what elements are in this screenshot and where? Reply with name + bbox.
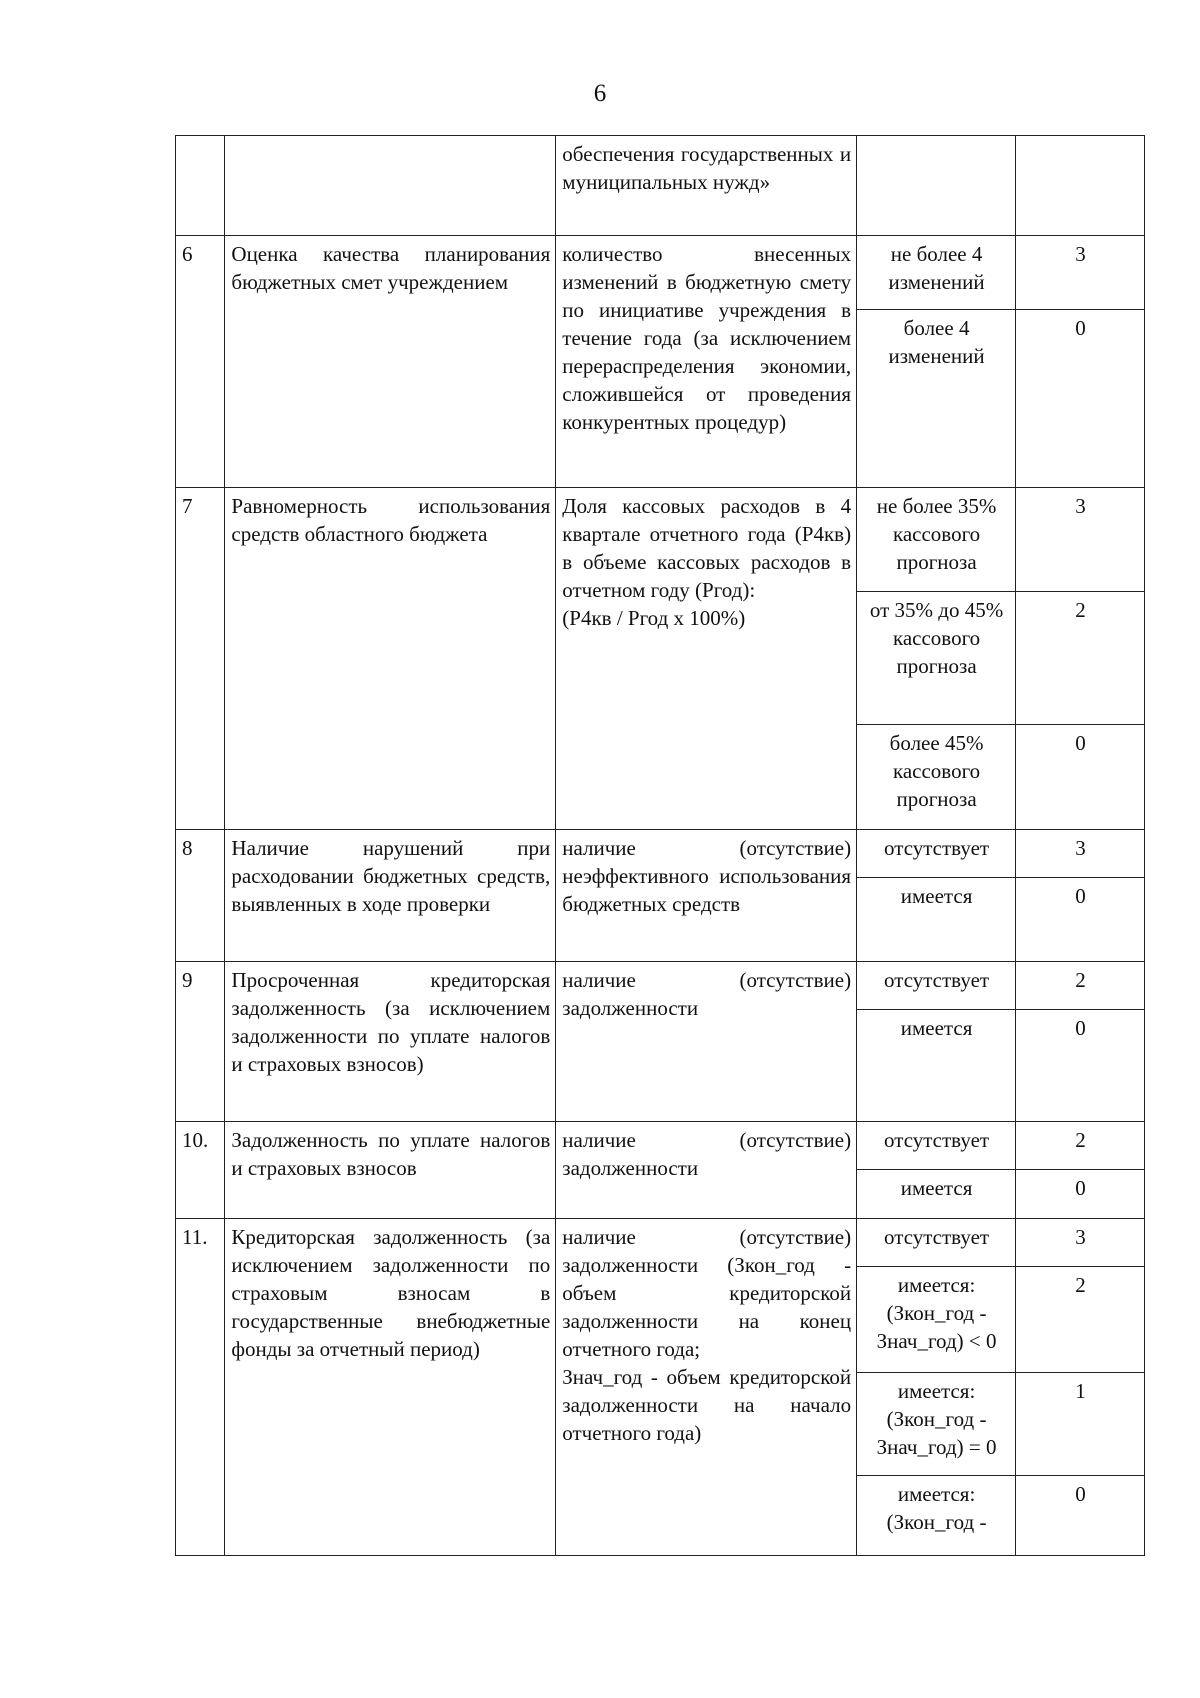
condition-cell: более 4 изменений [857,310,1016,488]
condition-cell [857,136,1016,236]
score-cell: 0 [1016,878,1145,962]
score-cell [1016,136,1145,236]
score-cell: 0 [1016,1010,1145,1122]
row-number: 7 [176,488,225,830]
row-number [176,136,225,236]
row-number: 10. [176,1122,225,1219]
indicator-cell: обеспечения государственных и муниципальных нужд» [556,136,857,236]
score-cell: 2 [1016,962,1145,1010]
indicator-line: Доля кассовых расходов в 4 квартале отчетного года (Р4кв) в объеме кассовых расходов в отчетном году (Ргод): [562,494,852,602]
table-row-7 [176,488,1145,592]
condition-cell: имеется: (Зкон_год - Знач_год) < 0 [857,1267,1016,1373]
score-cell: 0 [1016,1170,1145,1219]
criterion-cell: Задолженность по уплате налогов и страховых взносов [225,1122,556,1219]
criterion-cell: Наличие нарушений при расходовании бюджетных средств, выявленных в ходе проверки [225,830,556,962]
row-number: 8 [176,830,225,962]
condition-cell: имеется: (Зкон_год - Знач_год) = 0 [857,1373,1016,1476]
score-cell: 0 [1016,725,1145,830]
criterion-cell: Кредиторская задолженность (за исключением задолженности по страховым взносам в государственные внебюджетные фонды за отчетный период) [225,1219,556,1556]
score-cell: 0 [1016,1476,1145,1556]
table-row-9 [176,962,1145,1010]
score-cell: 2 [1016,1267,1145,1373]
score-cell: 2 [1016,592,1145,725]
condition-cell: более 45% кассового прогноза [857,725,1016,830]
criterion-cell [225,136,556,236]
condition-cell: имеется [857,1170,1016,1219]
indicator-line: Знач_год - объем кредиторской задолженности на начало отчетного года) [562,1365,852,1445]
condition-cell: от 35% до 45% кассового прогноза [857,592,1016,725]
condition-cell: имеется: (Зкон_год - [857,1476,1016,1556]
row-number: 11. [176,1219,225,1556]
condition-cell: отсутствует [857,1122,1016,1170]
score-cell: 2 [1016,1122,1145,1170]
score-cell: 3 [1016,1219,1145,1267]
row-number: 6 [176,236,225,488]
condition-cell: не более 4 изменений [857,236,1016,310]
condition-cell: имеется [857,878,1016,962]
table-row-6 [176,236,1145,310]
criteria-table [175,135,1145,1556]
condition-cell: отсутствует [857,1219,1016,1267]
table-row-continuation [176,136,1145,236]
criterion-cell: Оценка качества планирования бюджетных смет учреждением [225,236,556,488]
row-number: 9 [176,962,225,1122]
table-row-8 [176,830,1145,878]
indicator-cell: наличие (отсутствие) задолженности [556,1122,857,1219]
indicator-cell: количество внесенных изменений в бюджетную смету по инициативе учреждения в течение года (за исключением перераспределения экономии, сложившейся от проведения конкурентных процедур) [556,236,857,488]
indicator-cell [556,488,857,830]
score-cell: 3 [1016,488,1145,592]
table-row-10 [176,1122,1145,1170]
condition-cell: отсутствует [857,830,1016,878]
condition-cell: имеется [857,1010,1016,1122]
indicator-cell: наличие (отсутствие) неэффективного использования бюджетных средств [556,830,857,962]
indicator-line: наличие (отсутствие) задолженности (Зкон_год - объем кредиторской задолженности на конец отчетного года; [562,1225,852,1361]
indicator-formula: (Р4кв / Ргод х 100%) [562,606,746,630]
score-cell: 3 [1016,236,1145,310]
criterion-cell: Равномерность использования средств областного бюджета [225,488,556,830]
condition-cell: отсутствует [857,962,1016,1010]
indicator-cell: наличие (отсутствие) задолженности [556,962,857,1122]
criterion-cell: Просроченная кредиторская задолженность (за исключением задолженности по уплате налогов и страховых взносов) [225,962,556,1122]
score-cell: 3 [1016,830,1145,878]
score-cell: 1 [1016,1373,1145,1476]
score-cell: 0 [1016,310,1145,488]
indicator-cell [556,1219,857,1556]
table-row-11 [176,1219,1145,1267]
condition-cell: не более 35% кассового прогноза [857,488,1016,592]
page-number: 6 [593,80,607,107]
